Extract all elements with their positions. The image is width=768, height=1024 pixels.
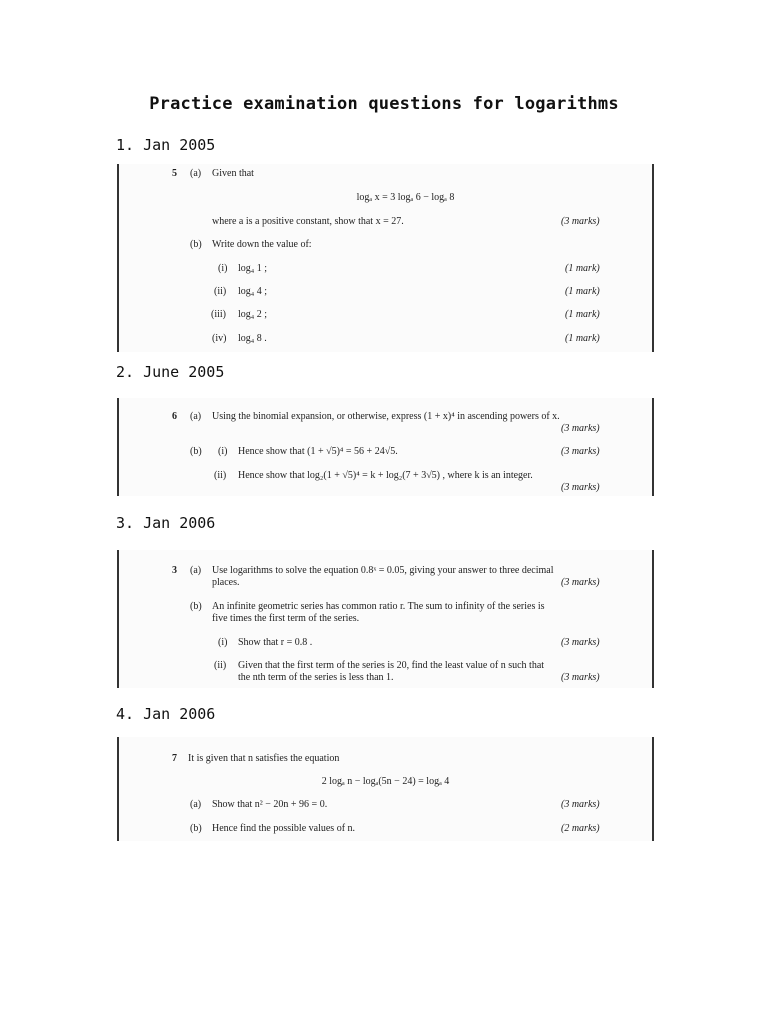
subpart-label: (i) <box>218 637 228 648</box>
subpart-text: log₄ 8 . <box>238 333 267 344</box>
marks: (1 mark) <box>565 286 600 297</box>
part-label: (a) <box>190 799 202 810</box>
question-text: Use logarithms to solve the equation 0.8ˣ = 0.05, giving your answer to three decimal <box>212 565 554 576</box>
page-title: Practice examination questions for logarithms <box>149 94 619 114</box>
question-text: An infinite geometric series has common ratio r. The sum to infinity of the series is <box>212 601 545 612</box>
subpart-text: the nth term of the series is less than 1. <box>238 672 394 683</box>
question-number: 7 <box>172 753 177 764</box>
part-label: (b) <box>190 239 202 250</box>
marks: (3 marks) <box>561 577 600 588</box>
subpart-label: (iii) <box>211 309 226 320</box>
marks: (3 marks) <box>561 482 600 493</box>
question-number: 6 <box>172 411 177 422</box>
section-heading-3: 3. Jan 2006 <box>116 514 216 532</box>
marks: (1 mark) <box>565 333 600 344</box>
section-heading-2: 2. June 2005 <box>116 363 225 381</box>
part-label: (b) <box>190 823 202 834</box>
question-box-3 <box>117 550 654 688</box>
subpart-text: Show that r = 0.8 . <box>238 637 313 648</box>
marks: (1 mark) <box>565 309 600 320</box>
question-box-4 <box>117 737 654 841</box>
subpart-label: (ii) <box>214 470 227 481</box>
question-text: Show that n² − 20n + 96 = 0. <box>212 799 328 810</box>
subpart-text: Hence show that log₂(1 + √5)⁴ = k + log₂(7 + 3√5) , where k is an integer. <box>238 470 533 481</box>
subpart-text: Given that the first term of the series is 20, find the least value of n such that <box>238 660 545 671</box>
subpart-label: (ii) <box>214 660 227 671</box>
part-label: (b) <box>190 601 202 612</box>
question-text: five times the first term of the series. <box>212 613 360 624</box>
part-label: (a) <box>190 565 202 576</box>
question-number: 3 <box>172 565 177 576</box>
question-text: places. <box>212 577 240 588</box>
question-text: Write down the value of: <box>212 239 312 250</box>
question-number: 5 <box>172 168 177 179</box>
subpart-label: (i) <box>218 446 228 457</box>
marks: (3 marks) <box>561 799 600 810</box>
section-heading-1: 1. Jan 2005 <box>116 136 216 154</box>
marks: (3 marks) <box>561 216 600 227</box>
subpart-label: (i) <box>218 263 228 274</box>
subpart-label: (iv) <box>212 333 227 344</box>
question-text: It is given that n satisfies the equation <box>188 753 340 764</box>
subpart-label: (ii) <box>214 286 227 297</box>
equation: 2 logₐ n − logₐ(5n − 24) = logₐ 4 <box>321 776 450 787</box>
marks: (3 marks) <box>561 637 600 648</box>
question-text: where a is a positive constant, show that x = 27. <box>212 216 404 227</box>
question-text: Hence find the possible values of n. <box>212 823 356 834</box>
marks: (3 marks) <box>561 446 600 457</box>
marks: (3 marks) <box>561 423 600 434</box>
subpart-text: log₄ 2 ; <box>238 309 268 320</box>
part-label: (b) <box>190 446 202 457</box>
question-box-2 <box>117 398 654 496</box>
section-heading-4: 4. Jan 2006 <box>116 705 216 723</box>
question-text: Using the binomial expansion, or otherwise, express (1 + x)⁴ in ascending powers of x. <box>212 411 560 422</box>
question-text: Given that <box>212 168 254 179</box>
question-box-1 <box>117 164 654 352</box>
marks: (2 marks) <box>561 823 600 834</box>
subpart-text: log₄ 4 ; <box>238 286 268 297</box>
subpart-text: log₄ 1 ; <box>238 263 268 274</box>
equation: logₐ x = 3 logₐ 6 − logₐ 8 <box>356 192 455 203</box>
part-label: (a) <box>190 168 202 179</box>
subpart-text: Hence show that (1 + √5)⁴ = 56 + 24√5. <box>238 446 398 457</box>
marks: (1 mark) <box>565 263 600 274</box>
marks: (3 marks) <box>561 672 600 683</box>
part-label: (a) <box>190 411 202 422</box>
